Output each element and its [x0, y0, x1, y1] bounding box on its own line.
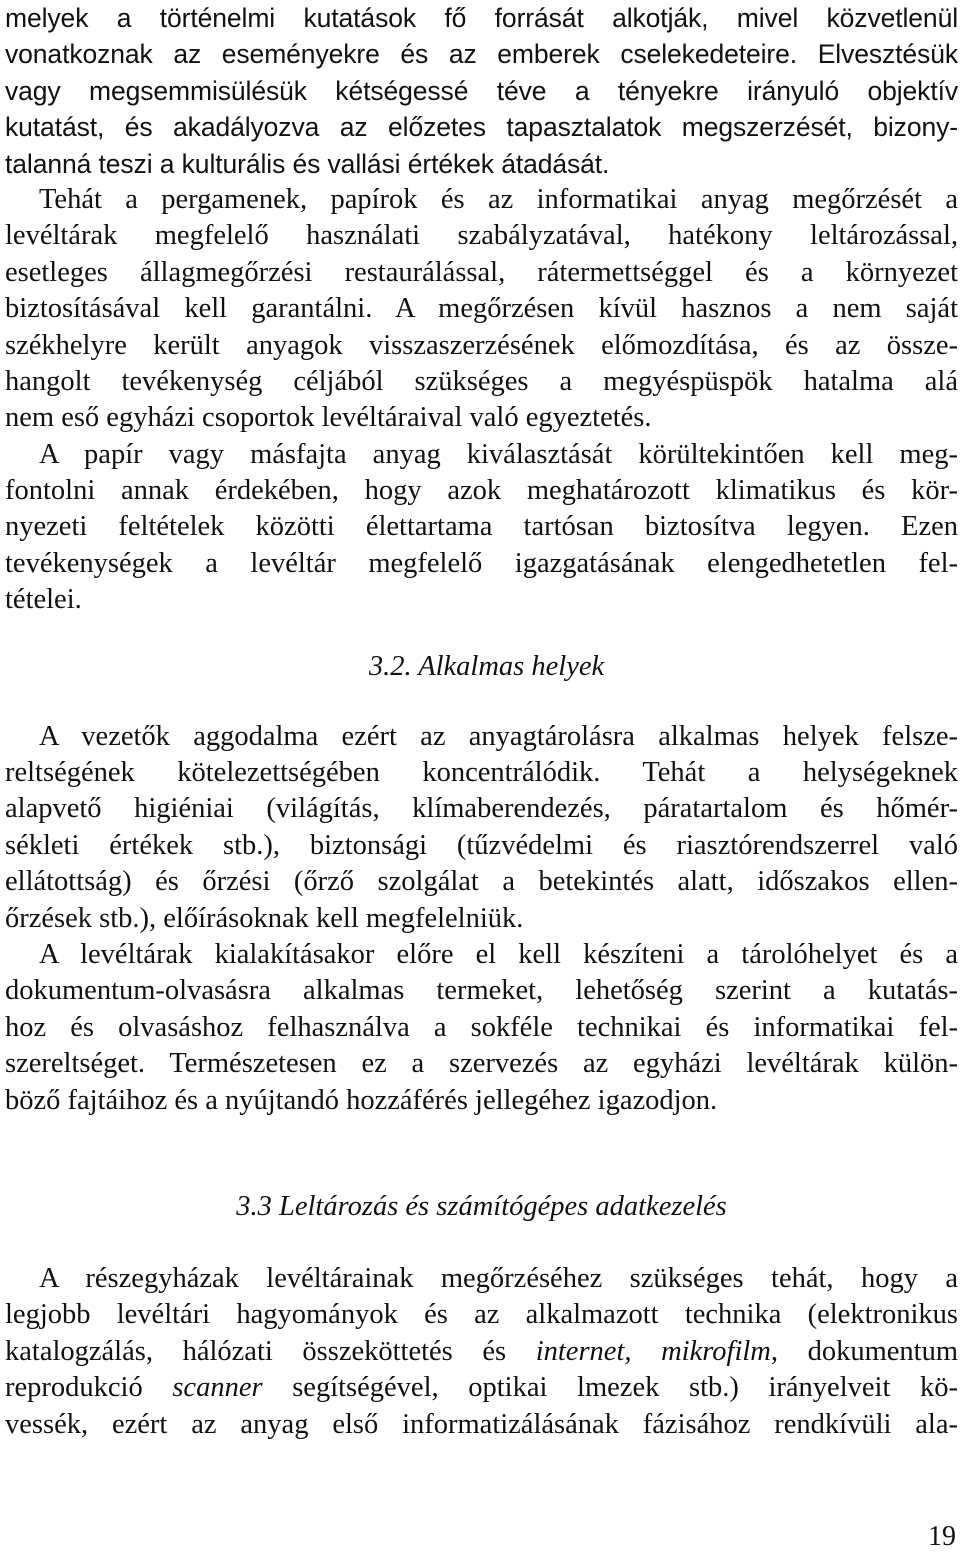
text-line: böző fajtáihoz és a nyújtandó hozzáférés jellegéhez igazodjon. — [5, 1084, 718, 1116]
text-line: nyezeti feltételek közötti élettartama tartósan biztosítva legyen. Ezen — [5, 511, 958, 543]
text-line: tevékenységek a levéltár megfelelő igazgatásának elengedhetetlen fel- — [5, 547, 958, 579]
text-line: vessék, ezért az anyag első informatizálásának fázisához rendkívüli ala- — [5, 1408, 958, 1440]
text-line: melyek a történelmi kutatások fő forrását alkotják, mivel közvetlenül — [5, 3, 958, 33]
paragraph-3 — [5, 437, 958, 619]
paragraph-2 — [5, 182, 958, 437]
text-line: A vezetők aggodalma ezért az anyagtárolásra alkalmas helyek felsze- — [39, 720, 958, 752]
text-line: legjobb levéltári hagyományok és az alkalmazott technika (elektronikus — [5, 1299, 958, 1331]
paragraph-1 — [5, 0, 958, 182]
text-line: szereltséget. Természetesen ez a szervezés az egyházi levéltárak külön- — [5, 1048, 958, 1080]
text-run: dokumentum — [778, 1335, 959, 1367]
text-line — [5, 1370, 958, 1406]
text-line: A papír vagy másfajta anyag kiválasztását körültekintően kell meg- — [39, 438, 958, 470]
text-line: nem eső egyházi csoportok levéltáraival való egyeztetés. — [5, 402, 652, 434]
text-line: A levéltárak kialakításakor előre el kell készíteni a tárolóhelyet és a — [39, 938, 958, 970]
text-line: reltségének kötelezettségében koncentrálódik. Tehát a helységeknek — [5, 757, 958, 789]
paragraph-6 — [5, 1261, 958, 1443]
text-line: vonatkoznak az eseményekre és az emberek cselekedeteire. Elvesztésük — [5, 39, 958, 70]
paragraph-4 — [5, 719, 958, 937]
text-line: őrzések stb.), előírásoknak kell megfelelniük. — [5, 902, 524, 934]
section-heading-3-3: 3.3 Leltározás és számítógépes adatkezelés — [236, 1190, 727, 1222]
text-run: segítségével, optikai lmezek stb.) irányelveit kö- — [262, 1372, 958, 1404]
text-line: levéltárak megfelelő használati szabályzatával, hatékony leltározással, — [5, 220, 958, 252]
section-heading-3-2: 3.2. Alkalmas helyek — [368, 650, 605, 682]
text-line: sékleti értékek stb.), biztonsági (tűzvédelmi és riasztórendszerrel való — [5, 829, 958, 861]
text-line — [5, 1334, 958, 1370]
text-run: katalogzálás, hálózati összeköttetés és — [5, 1335, 536, 1367]
text-line: vagy megsemmisülésük kétségessé téve a tényekre irányuló objektív — [5, 75, 958, 106]
text-line: dokumentum-olvasásra alkalmas termeket, lehetőség szerint a kutatás- — [5, 975, 958, 1007]
text-line: székhelyre került anyagok visszaszerzésének előmozdítása, és az össze- — [5, 329, 958, 361]
text-line: alapvető higiéniai (világítás, klímaberendezés, páratartalom és hőmér- — [5, 793, 958, 825]
text-line: kutatást, és akadályozva az előzetes tapasztalatok megszerzését, bizony- — [5, 112, 958, 143]
page-number: 19 — [928, 1521, 956, 1552]
paragraph-5 — [5, 937, 958, 1119]
text-line: hoz és olvasáshoz felhasználva a sokféle technikai és informatikai fel- — [5, 1011, 958, 1043]
italic-term: scanner — [172, 1372, 263, 1404]
text-line: ellátottság) és őrzési (őrző szolgálat a betekintés alatt, időszakos ellen- — [5, 866, 958, 898]
text-run: reprodukció — [5, 1372, 173, 1404]
italic-term: internet, mikrofilm, — [535, 1335, 778, 1367]
text-line: biztosításával kell garantálni. A megőrzésen kívül hasznos a nem saját — [5, 293, 958, 325]
text-line: talanná teszi a kulturális és vallási értékek átadását. — [5, 148, 610, 179]
text-line: esetleges állagmegőrzési restaurálással, rátermettséggel és a környezet — [5, 256, 958, 288]
text-line: fontolni annak érdekében, hogy azok meghatározott klimatikus és kör- — [5, 475, 958, 507]
text-line: A részegyházak levéltárainak megőrzéséhez szükséges tehát, hogy a — [39, 1262, 958, 1294]
text-line: hangolt tevékenység céljából szükséges a megyéspüspök hatalma alá — [5, 365, 958, 397]
text-line: tételei. — [5, 584, 82, 616]
document-page — [5, 0, 958, 1443]
text-line: Tehát a pergamenek, papírok és az informatikai anyag megőrzését a — [39, 183, 958, 215]
